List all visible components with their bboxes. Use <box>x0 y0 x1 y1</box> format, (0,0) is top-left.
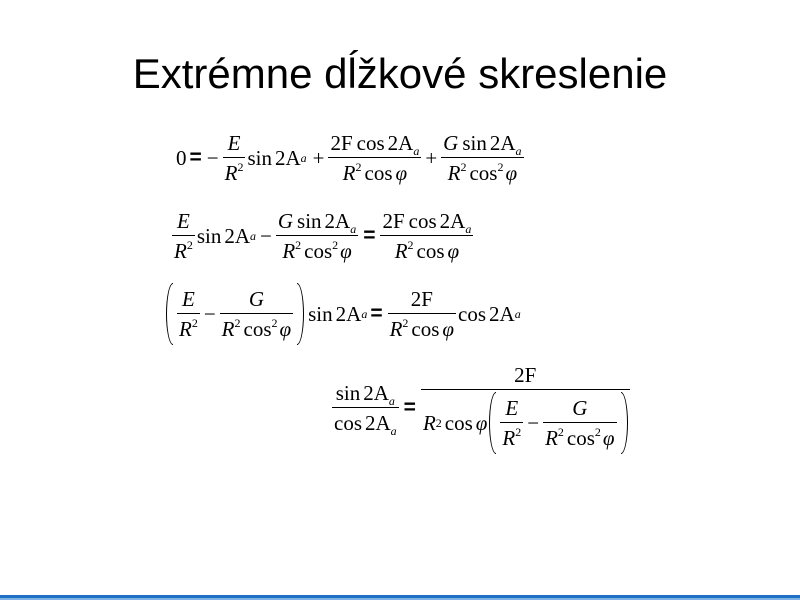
fraction-g-sin-over-r2-cos2: $\frac{G \sin 2A_a}{R^2 \cos^2\varphi}$ <box>277 209 357 263</box>
equation-4 <box>330 362 632 454</box>
fraction-2f-over-r2-cos: $\frac{2F}{R^2 \cos \varphi}$ <box>389 287 455 341</box>
equals-sign: = <box>370 302 383 325</box>
fraction-e-over-r2: $\frac{E}{R^2}$ <box>179 287 198 341</box>
fraction-g-sin-over-r2-cos2: $\frac{G \sin 2A_a}{R^2 \cos^2\varphi}$ <box>443 131 522 185</box>
equals-sign: = <box>189 146 202 169</box>
slide-title: Extrémne dĺžkové skreslenie <box>132 50 668 97</box>
fraction-2f-cos-over-r2-cos: $\frac{2F \cos 2A_a}{R^2 \cos \varphi}$ <box>382 209 472 263</box>
equals-sign: = <box>363 224 376 247</box>
minus-sign: − <box>206 145 219 170</box>
parenthesized-difference <box>166 283 304 345</box>
equation-1: 0 = − $\frac{E}{R^2}$ sin 2A a + $\frac{2F \cos 2A_a}{R^2 \cos \varphi}$ + $\frac{G \sin 2A_a}{R^2 \cos^2\varphi}$ <box>176 131 522 185</box>
fraction-e-over-r2: $\frac{E}{R^2}$ <box>502 396 522 450</box>
fraction-2f-cos-over-r2-cos: $\frac{2F \cos 2A_a}{R^2 \cos \varphi}$ <box>330 131 420 185</box>
zero: 0 <box>176 145 187 170</box>
fraction-2f-over-compound: 2F R 2 cos φ $\frac{E}{R^2}$ − $\frac{G}{R^2 \cos^2\varphi}$ <box>421 362 630 454</box>
fraction-g-over-r2-cos2: $\frac{G}{R^2 \cos^2\varphi}$ <box>221 287 292 341</box>
minus-sign: − <box>203 301 216 326</box>
equation-3: $\frac{E}{R^2}$ − $\frac{G}{R^2 \cos^2\varphi}$ sin 2A a = $\frac{2F}{R^2 \cos \varphi}$ cos 2A a <box>166 283 521 345</box>
plus-sign: + <box>425 145 438 170</box>
fraction-e-over-r2: $\frac{E}{R^2}$ <box>224 131 244 185</box>
fraction-e-over-r2: $\frac{E}{R^2}$ <box>174 209 193 263</box>
parenthesized-difference <box>489 392 627 454</box>
minus-sign: − <box>260 223 272 248</box>
minus-sign: − <box>527 411 540 435</box>
fraction-sin-over-cos: $\frac{\sin 2A_a}{\cos 2A_a}$ <box>334 381 397 438</box>
plus-sign: + <box>312 145 325 170</box>
fraction-g-over-r2-cos2: $\frac{G}{R^2 \cos^2\varphi}$ <box>545 396 615 450</box>
equation-2: $\frac{E}{R^2}$ sin 2A a − $\frac{G \sin 2A_a}{R^2 \cos^2\varphi}$ = $\frac{2F \cos 2A_a}{R^2 \cos \varphi}$ <box>174 209 472 263</box>
equals-sign: = <box>403 396 416 419</box>
